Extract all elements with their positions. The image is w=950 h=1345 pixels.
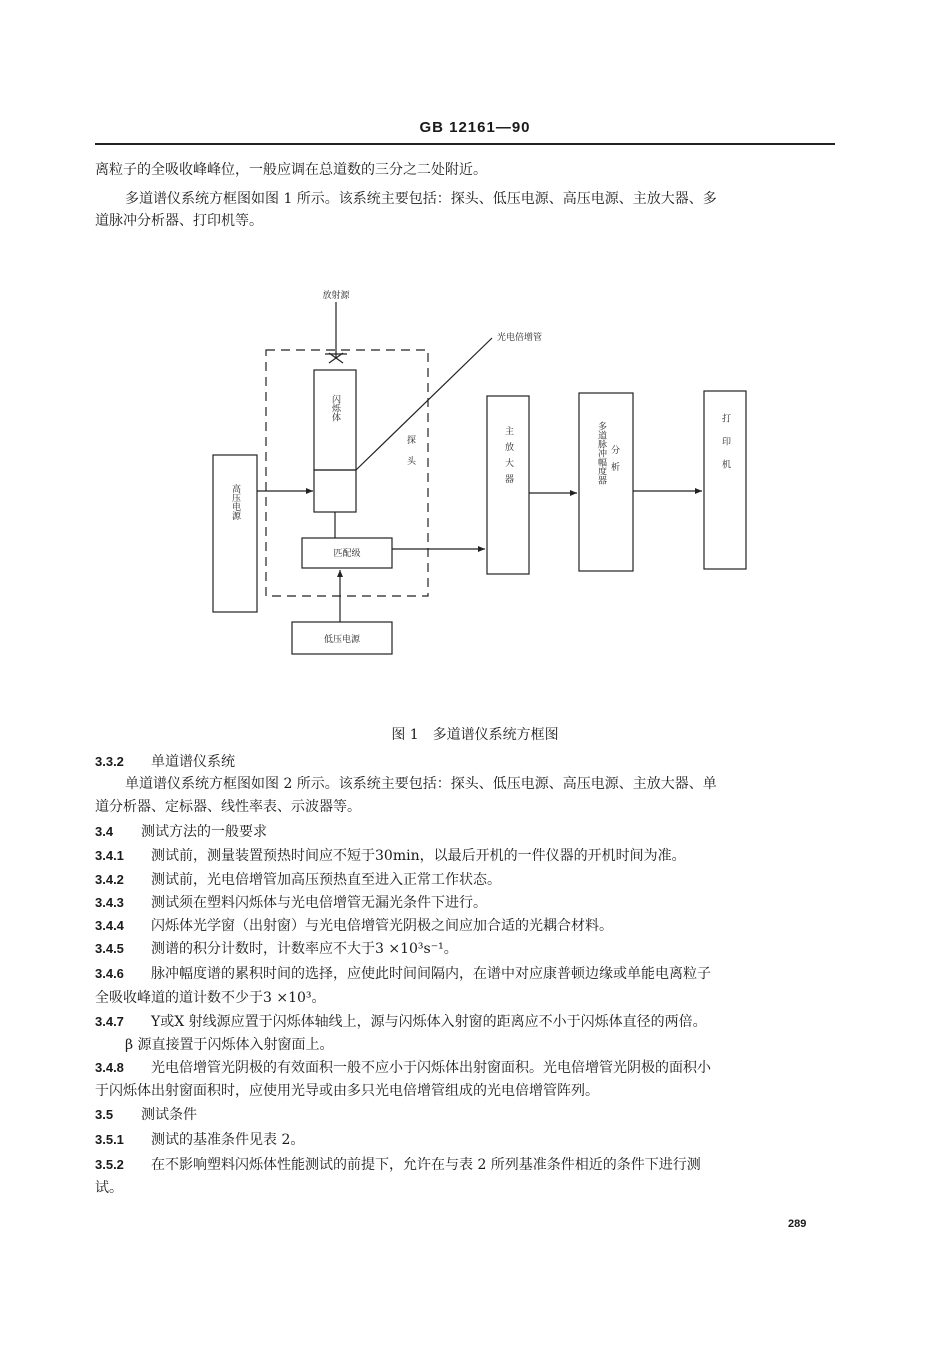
section-3-4-4 — [95, 916, 613, 936]
section-text: 测试的基准条件见表 2。 — [151, 1132, 305, 1148]
section-number: 3.4.2 — [95, 872, 124, 887]
section-3-3-2-line-1: 单道谱仪系统方框图如图 2 所示。该系统主要包括：探头、低压电源、高压电源、主放大器、单 — [125, 776, 717, 792]
section-number: 3.5.2 — [95, 1157, 124, 1172]
scintillator-label: 闪烁体 — [330, 394, 340, 422]
pmt-label: 光电倍增管 — [497, 333, 543, 343]
section-number: 3.4.6 — [95, 966, 124, 981]
figure-caption: 图 1 多道谱仪系统方框图 — [391, 727, 559, 743]
section-3-5-2 — [95, 1155, 701, 1175]
hv-supply-box — [213, 455, 257, 612]
pmt-box — [314, 470, 356, 512]
hv-supply-label: 高压电源 — [230, 484, 240, 520]
section-number: 3.4 — [95, 824, 114, 839]
match-stage-label: 匹配级 — [333, 549, 361, 559]
section-text: 测谱的积分计数时，计数率应不大于3 ×10³s⁻¹。 — [151, 941, 458, 957]
section-text: 脉冲幅度谱的累积时间的选择，应使此时间间隔内，在谱中对应康普顿边缘或单能电离粒子 — [151, 966, 711, 982]
intro-line-3: 道脉冲分析器、打印机等。 — [95, 213, 263, 229]
section-number: 3.5 — [95, 1107, 114, 1122]
section-text: 光电倍增管光阴极的有效面积一般不应小于闪烁体出射窗面积。光电倍增管光阴极的面积小 — [151, 1060, 711, 1076]
mca-box — [579, 393, 633, 571]
section-number: 3.5.1 — [95, 1132, 124, 1147]
section-title: 单道谱仪系统 — [151, 754, 235, 770]
lv-supply-label: 低压电源 — [323, 635, 361, 645]
intro-line-2: 多道谱仪系统方框图如图 1 所示。该系统主要包括：探头、低压电源、高压电源、主放大器、多 — [125, 191, 717, 207]
section-number: 3.4.8 — [95, 1060, 124, 1075]
section-3-3-2-heading — [95, 752, 235, 772]
section-number: 3.4.4 — [95, 918, 124, 933]
section-3-4-8-line-2: 于闪烁体出射窗面积时，应使用光导或由多只光电倍增管组成的光电倍增管阵列。 — [95, 1083, 599, 1099]
section-number: 3.4.3 — [95, 895, 124, 910]
section-3-4-5 — [95, 939, 458, 959]
section-3-4-6-line-2: 全吸收峰道的道计数不少于3 ×10³。 — [95, 990, 326, 1006]
section-3-5-2-line-2: 试。 — [95, 1180, 123, 1196]
pmt-leader-line — [356, 338, 492, 470]
section-3-4-8 — [95, 1058, 711, 1078]
source-star-icon — [325, 353, 347, 363]
section-3-4-1 — [95, 846, 686, 866]
section-number: 3.4.7 — [95, 1014, 124, 1029]
section-3-5-1 — [95, 1130, 304, 1150]
section-3-4-heading — [95, 822, 267, 842]
section-3-3-2-line-2: 道分析器、定标器、线性率表、示波器等。 — [95, 799, 361, 815]
section-3-4-3 — [95, 893, 487, 913]
section-number: 3.4.5 — [95, 941, 124, 956]
section-text: 闪烁体光学窗（出射窗）与光电倍增管光阴极之间应加合适的光耦合材料。 — [151, 918, 613, 934]
section-3-4-2 — [95, 870, 501, 890]
mca-label-col1: 多道脉冲幅度器 — [596, 421, 606, 485]
page-number: 289 — [788, 1218, 807, 1230]
section-3-4-7-line-2: β 源直接置于闪烁体入射窗面上。 — [125, 1037, 334, 1053]
main-amplifier-label: 主放大器 — [503, 426, 513, 490]
source-label: 放射源 — [322, 291, 350, 301]
section-title: 测试条件 — [141, 1107, 197, 1123]
printer-label: 打印机 — [720, 413, 730, 483]
section-title: 测试方法的一般要求 — [141, 824, 267, 840]
standard-number-header: GB 12161—90 — [419, 119, 531, 136]
section-text: 在不影响塑料闪烁体性能测试的前提下，允许在与表 2 所列基准条件相近的条件下进行测 — [151, 1157, 701, 1173]
probe-dashed-box — [266, 350, 428, 596]
probe-label: 探头 — [405, 435, 415, 477]
mca-label-col2: 分析 — [609, 445, 619, 479]
section-3-5-heading — [95, 1105, 197, 1125]
intro-line-1: 离粒子的全吸收峰峰位，一般应调在总道数的三分之二处附近。 — [95, 162, 487, 178]
section-number: 3.4.1 — [95, 848, 124, 863]
section-number: 3.3.2 — [95, 754, 124, 769]
section-3-4-6 — [95, 964, 711, 984]
section-text: 测试前，光电倍增管加高压预热直至进入正常工作状态。 — [151, 872, 501, 888]
section-3-4-7 — [95, 1012, 707, 1032]
section-text: 测试须在塑料闪烁体与光电倍增管无漏光条件下进行。 — [151, 895, 487, 911]
section-text: Y或X 射线源应置于闪烁体轴线上，源与闪烁体入射窗的距离应不小于闪烁体直径的两倍。 — [151, 1014, 707, 1030]
section-text: 测试前，测量装置预热时间应不短于30min，以最后开机的一件仪器的开机时间为准。 — [151, 848, 686, 864]
